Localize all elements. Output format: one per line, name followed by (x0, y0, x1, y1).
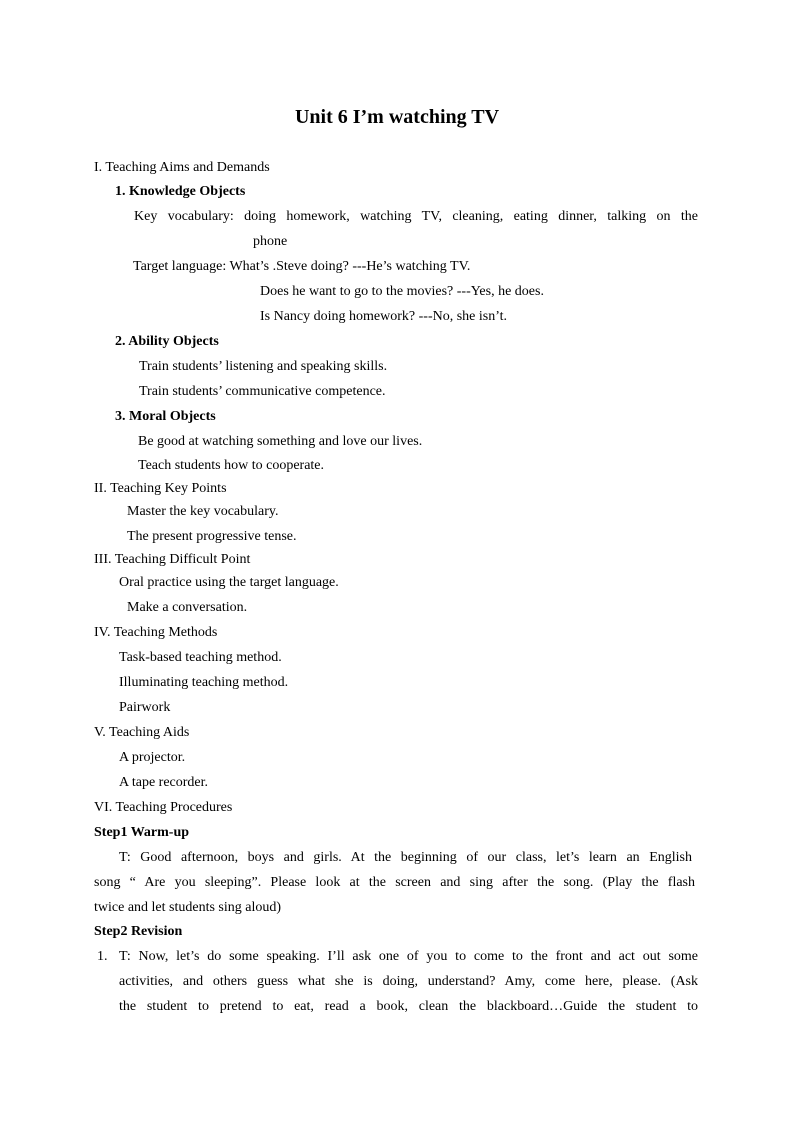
target-language-1: Target language: What’s .Steve doing? ---He’s watching TV. (133, 259, 471, 274)
step2-paragraph-line-1: T: Now, let’s do some speaking. I’ll ask one of you to come to the front and act out some (119, 949, 698, 964)
step1-paragraph-line-1: T: Good afternoon, boys and girls. At the beginning of our class, let’s learn an English (119, 850, 692, 865)
section-difficult-point: III. Teaching Difficult Point (94, 552, 251, 567)
step1-paragraph-line-3: twice and let students sing aloud) (94, 900, 282, 915)
section-teaching-methods: IV. Teaching Methods (94, 625, 218, 640)
difficult-item-1: Oral practice using the target language. (119, 575, 339, 590)
step2-list-number: 1. (97, 949, 108, 964)
method-item-2: Illuminating teaching method. (119, 675, 289, 690)
step2-paragraph-line-3: the student to pretend to eat, read a book, clean the blackboard…Guide the student to (119, 999, 698, 1014)
key-point-2: The present progressive tense. (127, 529, 297, 544)
step1-paragraph-line-2: song “ Are you sleeping”. Please look at the screen and sing after the song. (Play the flash (94, 875, 695, 890)
section-teaching-aids: V. Teaching Aids (94, 725, 190, 740)
key-vocabulary-line: Key vocabulary: doing homework, watching TV, cleaning, eating dinner, talking on the (134, 209, 698, 224)
step2-heading: Step2 Revision (94, 924, 183, 939)
ability-item-1: Train students’ listening and speaking skills. (139, 359, 388, 374)
method-item-1: Task-based teaching method. (119, 650, 282, 665)
target-language-2: Does he want to go to the movies? ---Yes, he does. (260, 284, 544, 299)
moral-item-2: Teach students how to cooperate. (138, 458, 325, 473)
difficult-item-2: Make a conversation. (127, 600, 248, 615)
key-vocabulary-continuation: phone (253, 234, 288, 249)
section-key-points: II. Teaching Key Points (94, 481, 227, 496)
method-item-3: Pairwork (119, 700, 171, 715)
ability-item-2: Train students’ communicative competence. (139, 384, 386, 399)
subheading-knowledge-objects: 1. Knowledge Objects (115, 184, 246, 199)
aid-item-2: A tape recorder. (119, 775, 209, 790)
subheading-ability-objects: 2. Ability Objects (115, 334, 219, 349)
subheading-moral-objects: 3. Moral Objects (115, 409, 216, 424)
page-title: Unit 6 I’m watching TV (294, 106, 500, 128)
key-point-1: Master the key vocabulary. (127, 504, 279, 519)
step1-heading: Step1 Warm-up (94, 825, 190, 840)
section-teaching-procedures: VI. Teaching Procedures (94, 800, 233, 815)
section-teaching-aims: I. Teaching Aims and Demands (94, 160, 270, 175)
target-language-3: Is Nancy doing homework? ---No, she isn’t. (260, 309, 508, 324)
aid-item-1: A projector. (119, 750, 186, 765)
moral-item-1: Be good at watching something and love our lives. (138, 434, 423, 449)
step2-paragraph-line-2: activities, and others guess what she is doing, understand? Amy, come here, please. (Ask (119, 974, 698, 989)
